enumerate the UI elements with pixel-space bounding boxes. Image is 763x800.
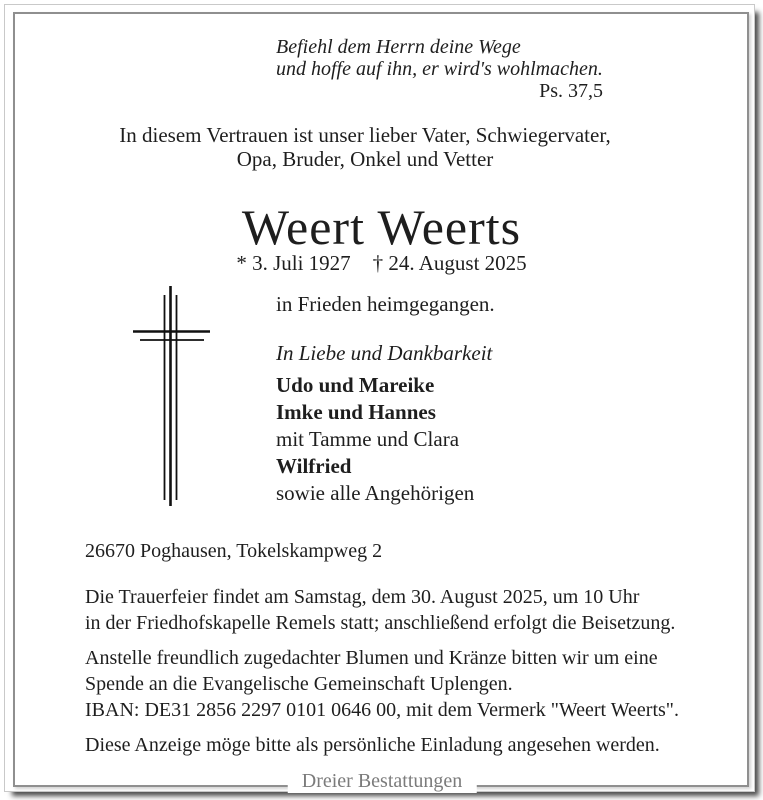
mourner-entry: Wilfried bbox=[276, 454, 352, 478]
quote-line-2: und hoffe auf ihn, er wird's wohlmachen. bbox=[276, 58, 603, 80]
funeral-info-line-1: Die Trauerfeier findet am Samstag, dem 30. August 2025, um 10 Uhr bbox=[85, 586, 640, 608]
intro-text bbox=[85, 123, 645, 171]
donation-info-line-3: IBAN: DE31 2856 2297 0101 0646 00, mit dem Vermerk "Weert Weerts". bbox=[85, 699, 679, 721]
invitation-line: Diese Anzeige möge bitte als persönliche Einladung angesehen werden. bbox=[85, 734, 660, 756]
memorial-cross-icon bbox=[128, 282, 218, 512]
address-line: 26670 Poghausen, Tokelskampweg 2 bbox=[85, 540, 383, 562]
mourners-list bbox=[276, 372, 474, 507]
funeral-info bbox=[85, 584, 675, 636]
mourner-entry: mit Tamme und Clara bbox=[276, 427, 460, 451]
mourner-entry: Udo und Mareike bbox=[276, 373, 435, 397]
intro-line-2: Opa, Bruder, Onkel und Vetter bbox=[236, 147, 494, 171]
birth-date: * 3. Juli 1927 bbox=[236, 251, 351, 275]
quote-line-1: Befiehl dem Herrn deine Wege bbox=[276, 36, 521, 58]
funeral-info-line-2: in der Friedhofskapelle Remels statt; anschließend erfolgt die Beisetzung. bbox=[85, 612, 676, 634]
donation-info bbox=[85, 645, 679, 723]
mourner-entry: sowie alle Angehörigen bbox=[276, 481, 475, 505]
mourning-intro: In Liebe und Dankbarkeit bbox=[276, 341, 493, 365]
donation-info-line-2: Spende an die Evangelische Gemeinschaft Uplengen. bbox=[85, 673, 513, 695]
life-dates bbox=[0, 251, 763, 276]
deceased-name: Weert Weerts bbox=[241, 199, 522, 255]
donation-info-line-1: Anstelle freundlich zugedachter Blumen und Kränze bitten wir um eine bbox=[85, 647, 658, 669]
quote-source: Ps. 37,5 bbox=[539, 80, 603, 102]
passing-line: in Frieden heimgegangen. bbox=[276, 292, 495, 316]
death-date: † 24. August 2025 bbox=[372, 251, 527, 275]
mourner-entry: Imke und Hannes bbox=[276, 400, 436, 424]
intro-line-1: In diesem Vertrauen ist unser lieber Vater, Schwiegervater, bbox=[119, 123, 611, 147]
scripture-quote bbox=[276, 36, 609, 102]
funeral-home-name: Dreier Bestattungen bbox=[288, 770, 477, 793]
